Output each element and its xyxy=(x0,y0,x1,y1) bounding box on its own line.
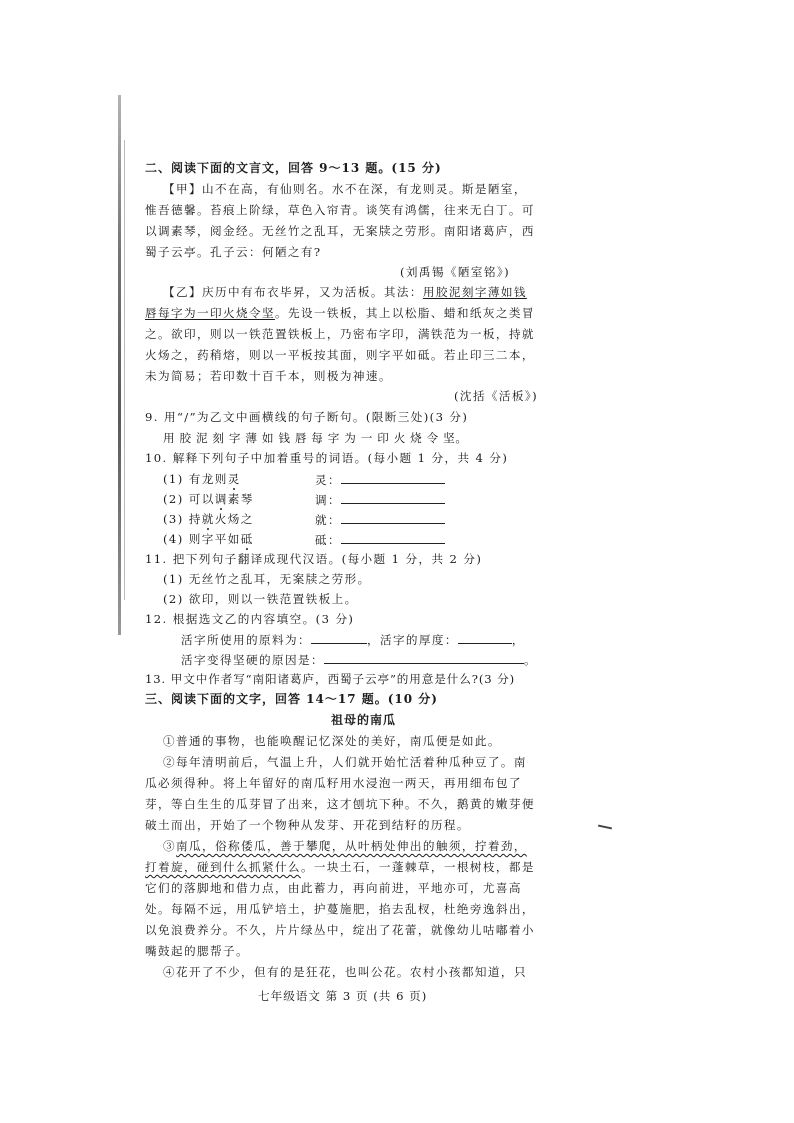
q10-answer-1: 灵： xyxy=(315,471,445,488)
jia-line-2: 惟吾德馨。苔痕上阶绿，草色入帘青。谈笑有鸿儒，往来无白丁。可 xyxy=(145,203,535,217)
yi-underlined-sentence-a: 用胶泥刻字薄如钱 xyxy=(422,285,527,299)
scan-speck xyxy=(598,825,612,830)
q11-stem: 11. 把下列句子翻译成现代汉语。(每小题 1 分，共 2 分) xyxy=(145,552,483,566)
p3-line-6: 嘴鼓起的腮帮子。 xyxy=(145,944,249,958)
q10-item-4: (4) 则字平如砥 xyxy=(163,532,254,546)
p4-line-1: ④花开了不少，但有的是狂花，也叫公花。农村小孩都知道，只 xyxy=(163,965,527,979)
q10-blank-2[interactable] xyxy=(341,491,445,504)
p3-line-4: 处。每隔不远，用瓜铲培土，护蔓施肥，掐去乱杈，杜绝旁逸斜出， xyxy=(145,902,535,916)
p3-line-5: 以免浪费养分。不久，片片绿丛中，绽出了花蕾，就像幼儿咕嘟着小 xyxy=(145,923,535,937)
p3-line-1: ③南瓜，俗称倭瓜，善于攀爬，从叶柄处伸出的触须，拧着劲， xyxy=(163,839,527,853)
jia-line-4: 蜀子云亭。孔子云：何陋之有? xyxy=(145,245,322,259)
q10-stem: 10. 解释下列句子中加着重号的词语。(每小题 1 分，共 4 分) xyxy=(145,451,509,465)
q10-answer-4: 砥： xyxy=(315,531,445,548)
q13-stem: 13. 甲文中作者写“南阳诸葛庐，西蜀子云亭”的用意是什么?(3 分) xyxy=(145,672,516,686)
p3-line-2: 打着旋，碰到什么抓紧什么。一块土石，一蓬棘草，一根树枝，都是 xyxy=(145,860,535,874)
q12-blank-reason[interactable] xyxy=(324,651,524,664)
q10-blank-4[interactable] xyxy=(341,531,445,544)
q12-stem: 12. 根据选文乙的内容填空。(3 分) xyxy=(145,612,355,626)
yi-line-2: 唇每字为一印火烧令坚。先设一铁板，其上以松脂、蜡和纸灰之类冒 xyxy=(145,306,535,320)
q10-blank-1[interactable] xyxy=(341,471,445,484)
yi-source: (沈括《活板》) xyxy=(454,389,539,403)
q10-blank-3[interactable] xyxy=(341,511,445,524)
p2-line-2: 瓜必须得种。将上年留好的南瓜籽用水浸泡一两天，再用细布包了 xyxy=(145,776,522,790)
q9-stem: 9. 用“/”为乙文中画横线的句子断句。(限断三处)(3 分) xyxy=(145,410,469,424)
yi-line-3: 之。欲印，则以一铁范置铁板上，乃密布字印，满铁范为一板，持就 xyxy=(145,327,535,341)
q10-item-2: (2) 可以调素琴 xyxy=(163,492,254,506)
p3-wavy-underline-a: 南瓜，俗称倭瓜，善于攀爬，从叶柄处伸出的触须，拧着劲， xyxy=(176,839,527,853)
q12-line-1: 活字所使用的原料为： ，活字的厚度： ， xyxy=(181,633,525,647)
p2-line-1: ②每年清明前后，气温上升，人们就开始忙活着种瓜种豆了。南 xyxy=(163,755,527,769)
p3-wavy-underline-b: 打着旋，碰到什么抓紧什么 xyxy=(145,860,301,874)
jia-line-1: 【甲】山不在高，有仙则名。水不在深，有龙则灵。斯是陋室， xyxy=(163,182,527,196)
jia-line-3: 以调素琴，阅金经。无丝竹之乱耳，无案牍之劳形。南阳诸葛庐，西 xyxy=(145,224,535,238)
q12-line-2: 活字变得坚硬的原因是： 。 xyxy=(181,653,537,667)
q11-item-1: (1) 无丝竹之乱耳，无案牍之劳形。 xyxy=(163,572,371,586)
yi-line-4: 火炀之，药稍熔，则以一平板按其面，则字平如砥。若止印三二本， xyxy=(145,348,535,362)
yi-line-5: 未为简易；若印数十百千本，则极为神速。 xyxy=(145,369,392,383)
section2-heading: 二、阅读下面的文言文，回答 9～13 题。(15 分) xyxy=(145,161,442,175)
yi-line-1: 【乙】庆历中有布衣毕昇，又为活板。其法：用胶泥刻字薄如钱 xyxy=(163,285,527,299)
p2-line-3: 芽，等白生生的瓜芽冒了出来，这才刨坑下种。不久，鹅黄的嫩芽便 xyxy=(145,797,535,811)
q10-item-3: (3) 持就火炀之 xyxy=(163,512,254,526)
q10-answer-2: 调： xyxy=(315,491,445,508)
q9-sentence: 用 胶 泥 刻 字 薄 如 钱 唇 每 字 为 一 印 火 烧 令 坚。 xyxy=(163,431,468,445)
page-footer: 七年级语文 第 3 页 (共 6 页) xyxy=(258,989,428,1003)
yi-underlined-sentence-b: 唇每字为一印火烧令坚 xyxy=(145,306,275,320)
section3-heading: 三、阅读下面的文字，回答 14～17 题。(10 分) xyxy=(145,692,438,706)
scan-shadow-edge-inner xyxy=(124,140,125,600)
p1-line-1: ①普通的事物，也能唤醒记忆深处的美好，南瓜便是如此。 xyxy=(163,734,501,748)
p2-line-4: 破土而出，开始了一个物种从发芽、开花到结籽的历程。 xyxy=(145,818,470,832)
scan-shadow-edge xyxy=(118,95,121,635)
jia-source: (刘禹锡《陋室铭》) xyxy=(400,265,510,279)
p3-line-3: 它们的落脚地和借力点，由此蓄力，再向前进，平地亦可，尤喜高 xyxy=(145,881,522,895)
article-title: 祖母的南瓜 xyxy=(331,713,397,727)
q12-blank-material[interactable] xyxy=(311,631,367,644)
q10-answer-3: 就： xyxy=(315,511,445,528)
q12-blank-thickness[interactable] xyxy=(458,631,512,644)
q10-item-1: (1) 有龙则灵 xyxy=(163,472,241,486)
q11-item-2: (2) 欲印，则以一铁范置铁板上。 xyxy=(163,592,358,606)
